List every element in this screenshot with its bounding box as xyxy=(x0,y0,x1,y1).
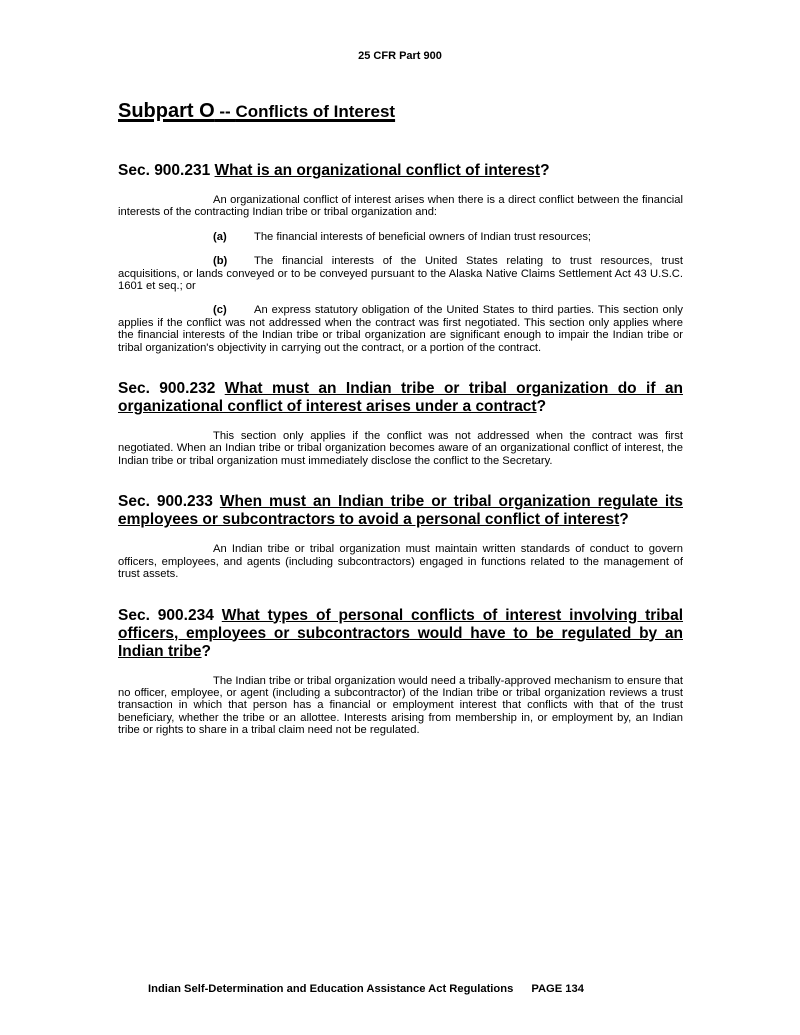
section-paragraph xyxy=(118,194,683,219)
list-item xyxy=(118,304,683,354)
section-question-mark: ? xyxy=(540,162,550,179)
section-number: Sec. 900.233 xyxy=(118,493,220,511)
item-text: The financial interests of the United States relating to trust resources, trust acquisitions, or lands conveyed or to be conveyed pursuant to the Alaska Native Claims Settlement Act 43 U.S.C. 1601 et seq.; or xyxy=(118,255,683,293)
subpart-name: Conflicts of Interest xyxy=(235,102,396,121)
list-item xyxy=(118,231,683,243)
item-text: An express statutory obligation of the United States to third parties. This section only applies if the conflict was not addressed when the contract was first negotiated. This section only applies where the financial interests of the Indian tribe or tribal organization are significant enough to impair the Indian tribe or tribal organization's objectivity in carrying out the contract, or a portion of the contract. xyxy=(118,304,683,354)
section-heading xyxy=(118,493,683,529)
subpart-separator: -- xyxy=(214,102,236,121)
subpart-title xyxy=(118,93,683,125)
item-label: (b) xyxy=(213,255,228,268)
page-number: PAGE 134 xyxy=(531,983,584,995)
section-question: What types of personal conflicts of interest involving tribal officers, employees or subcontractors would have to be regulated by an Indian tribe xyxy=(118,606,684,660)
section-paragraph xyxy=(118,430,683,467)
paragraph-text: The Indian tribe or tribal organization would need a tribally-approved mechanism to ensure that no officer, employee, or agent (including a subcontractor) of the Indian tribe or tribal organization reviews a trust transaction in which that person has a financial or employment interest that conflicts with that of the trust beneficiary, whether the tribe or an allottee. Interests arising from membership in, or employment by, an Indian tribe or rights to share in a tribal claim need not be regulated. xyxy=(118,674,683,737)
section-900-234 xyxy=(118,607,683,737)
section-question-mark: ? xyxy=(619,511,629,529)
section-paragraph xyxy=(118,543,683,580)
section-900-232 xyxy=(118,380,683,467)
section-question: When must an Indian tribe or tribal organization regulate its employees or subcontractors to avoid a personal conflict of interest xyxy=(118,493,683,529)
section-question: What must an Indian tribe or tribal organization do if an organizational conflict of interest arises under a contract xyxy=(118,380,683,416)
paragraph-text: An Indian tribe or tribal organization must maintain written standards of conduct to govern officers, employees, and agents (including subcontractors) engaged in functions related to the management of trust assets. xyxy=(118,543,683,581)
section-question-mark: ? xyxy=(536,398,547,416)
section-question: What is an organizational conflict of interest xyxy=(214,162,541,179)
section-number: Sec. 900.232 xyxy=(118,380,225,398)
paragraph-text: An organizational conflict of interest arises when there is a direct conflict between the financial interests of the contracting Indian tribe or tribal organization and: xyxy=(118,194,683,219)
list-item xyxy=(118,255,683,292)
page-header xyxy=(0,50,800,62)
document-body xyxy=(118,93,683,749)
section-heading xyxy=(118,380,683,416)
section-number: Sec. 900.231 xyxy=(118,162,215,179)
section-900-231 xyxy=(118,162,683,354)
paragraph-text: This section only applies if the conflict was not addressed when the contract was first negotiated. When an Indian tribe or tribal organization becomes aware of an organizational conflict of interest, the Indian tribe or tribal organization must immediately disclose the conflict to the Secretary. xyxy=(118,430,683,467)
section-900-233 xyxy=(118,493,683,580)
section-heading xyxy=(118,162,683,180)
section-question-mark: ? xyxy=(201,642,212,660)
page-footer xyxy=(148,983,584,995)
item-label: (c) xyxy=(213,304,227,317)
footer-title: Indian Self-Determination and Education Assistance Act Regulations xyxy=(148,983,514,995)
header-title: 25 CFR Part 900 xyxy=(358,50,442,62)
section-number: Sec. 900.234 xyxy=(118,606,222,624)
section-heading xyxy=(118,607,683,661)
item-label: (a) xyxy=(213,230,227,243)
section-paragraph xyxy=(118,675,683,737)
item-text: The financial interests of beneficial owners of Indian trust resources; xyxy=(254,230,592,243)
subpart-prefix: Subpart O xyxy=(118,100,215,122)
